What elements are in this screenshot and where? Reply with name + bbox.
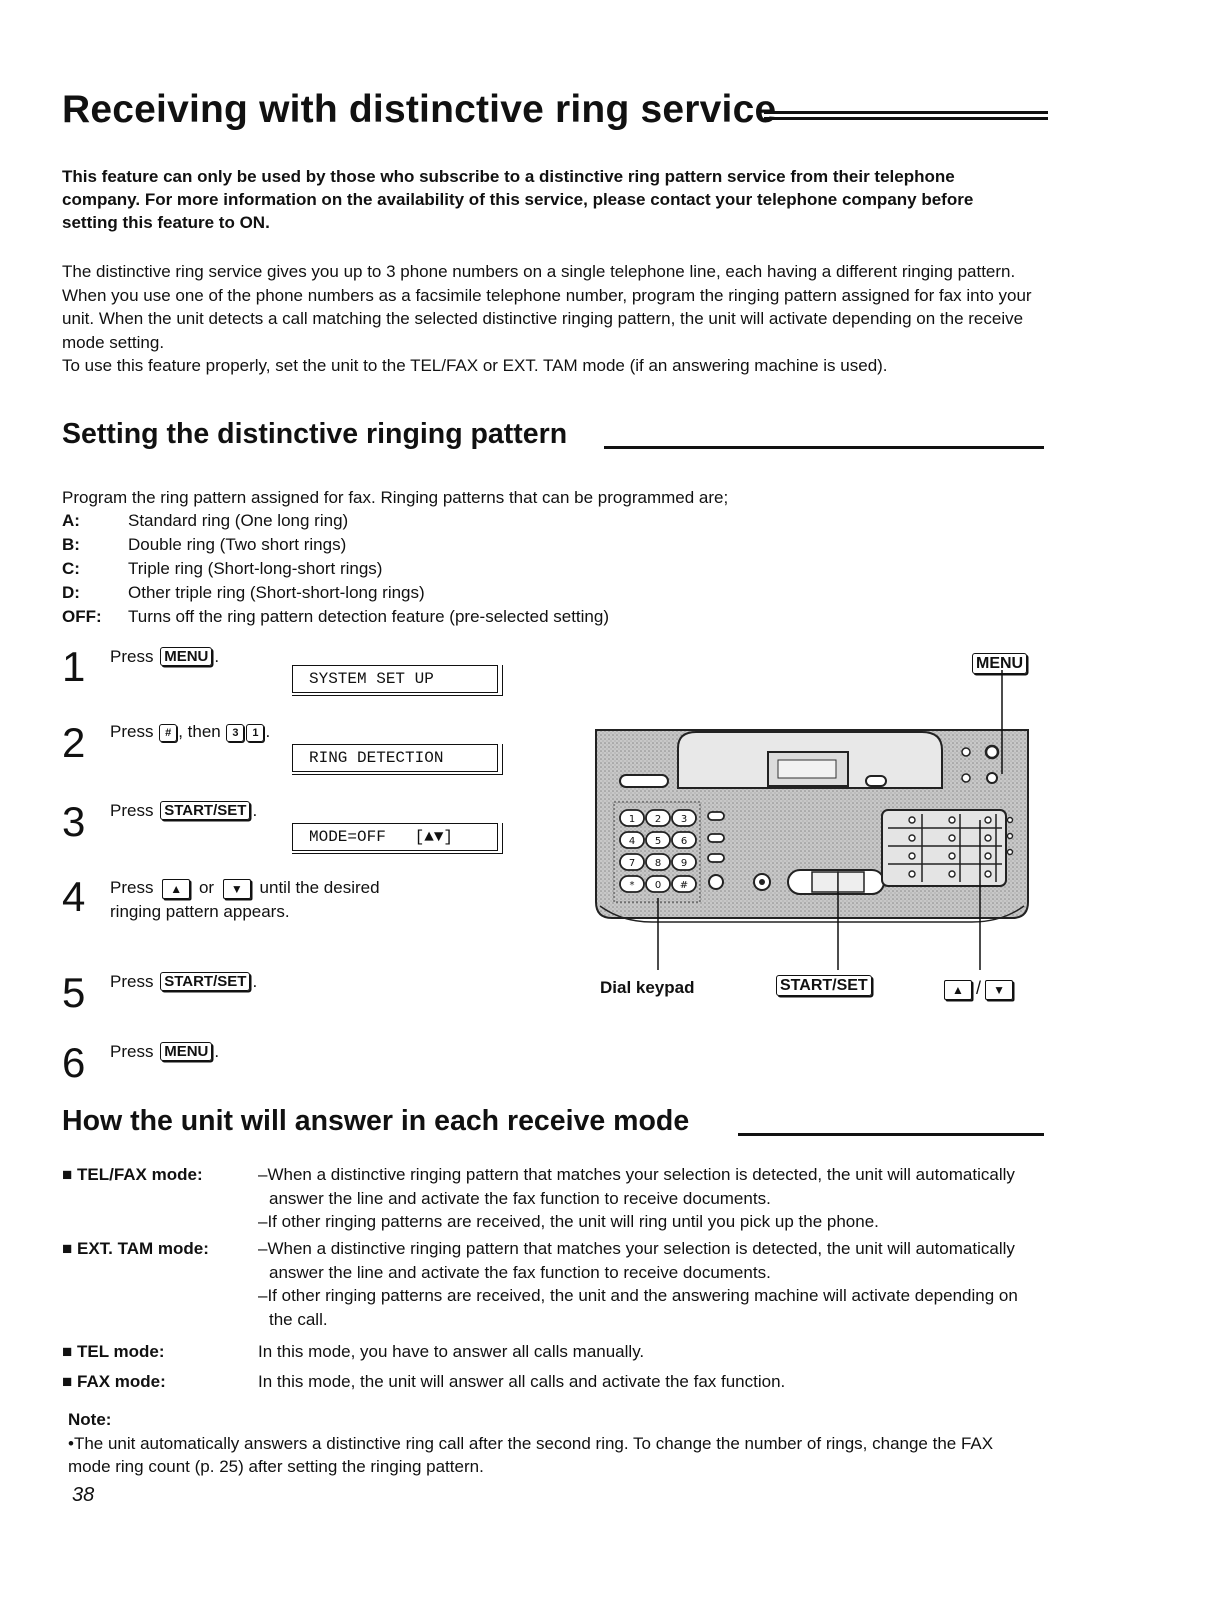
intro-para-1: The distinctive ring service gives you up to 3 phone numbers on a single telephone line, each having a different ringing pattern. <box>62 262 1016 281</box>
step-press: Press <box>110 722 154 741</box>
mode-desc-line: –When a distinctive ringing pattern that matches your selection is detected, the unit will automatically answer the line and activate the fax function to receive documents. <box>258 1165 1015 1208</box>
step-2-number: 2 <box>62 719 86 766</box>
svg-text:#: # <box>679 880 689 891</box>
pattern-key: OFF: <box>62 607 102 626</box>
svg-text:*: * <box>629 880 635 891</box>
intro-body <box>62 260 1052 378</box>
pattern-list <box>62 509 609 629</box>
svg-text:1: 1 <box>628 814 636 825</box>
step-5-number: 5 <box>62 969 86 1016</box>
intro-para-3: To use this feature properly, set the unit to the TEL/FAX or EXT. TAM mode (if an answering machine is used). <box>62 356 888 375</box>
hash-key: # <box>159 724 177 742</box>
note-text: •The unit automatically answers a distinctive ring call after the second ring. To change the number of rings, change the FAX mode ring count (p. 25) after setting the ringing pattern. <box>68 1434 994 1476</box>
step-end: . <box>214 1042 220 1061</box>
mode-desc <box>258 1237 1028 1331</box>
mode-label: ■ FAX mode: <box>62 1372 166 1391</box>
step-end: . <box>252 972 258 991</box>
pattern-key: D: <box>62 583 80 602</box>
mode-ext-tam <box>62 1237 1042 1333</box>
mode-desc-line: In this mode, the unit will answer all calls and activate the fax function. <box>258 1372 786 1391</box>
setting-intro: Program the ring pattern assigned for fax. Ringing patterns that can be programmed are; <box>62 488 729 507</box>
start-set-key: START/SET <box>160 801 250 820</box>
answer-heading: How the unit will answer in each receive mode <box>62 1105 690 1137</box>
svg-text:5: 5 <box>654 836 662 847</box>
display-system-set-up: SYSTEM SET UP <box>292 665 498 693</box>
mode-desc-line: –If other ringing patterns are received, the unit and the answering machine will activate depending on the call. <box>258 1286 1018 1329</box>
menu-key: MENU <box>160 647 212 666</box>
mode-desc <box>258 1340 1028 1364</box>
step-4-line2: ringing pattern appears. <box>110 902 290 921</box>
pattern-item-a <box>62 509 609 533</box>
figure-arrow-keys <box>940 978 1017 1000</box>
step-1-number: 1 <box>62 643 86 690</box>
svg-text:4: 4 <box>628 836 636 847</box>
step-5-text <box>110 970 257 993</box>
title-rule <box>764 111 1048 120</box>
page-number: 38 <box>72 1484 95 1506</box>
svg-text:6: 6 <box>680 836 688 847</box>
digit-3-key: 3 <box>226 724 244 742</box>
pattern-desc: Turns off the ring pattern detection feature (pre-selected setting) <box>128 607 609 626</box>
pattern-key: C: <box>62 559 80 578</box>
svg-text:3: 3 <box>680 814 688 825</box>
step-3-text <box>110 799 257 822</box>
step-press: Press <box>110 1042 154 1061</box>
step-end: . <box>252 801 258 820</box>
step-6-text <box>110 1040 219 1063</box>
figure-dial-label: Dial keypad <box>600 978 695 997</box>
mode-fax <box>62 1370 1042 1394</box>
down-arrow-key: ▼ <box>223 879 251 899</box>
mode-desc-line: In this mode, you have to answer all calls manually. <box>258 1342 645 1361</box>
mode-label: ■ TEL/FAX mode: <box>62 1165 203 1184</box>
step-press: Press <box>110 972 154 991</box>
fax-machine-illustration <box>592 670 1032 990</box>
step-press: Press <box>110 878 154 897</box>
figure-down-arrow-key: ▼ <box>985 980 1013 1000</box>
start-set-key: START/SET <box>160 972 250 991</box>
mode-desc <box>258 1163 1028 1234</box>
step-1-text <box>110 645 219 668</box>
mode-tel <box>62 1340 1042 1364</box>
step-end: . <box>265 722 271 741</box>
mode-desc-line: –When a distinctive ringing pattern that matches your selection is detected, the unit will automatically answer the line and activate the fax function to receive documents. <box>258 1239 1015 1282</box>
step-4-text <box>110 876 380 899</box>
note-heading: Note: <box>68 1410 112 1429</box>
pattern-item-b <box>62 533 609 557</box>
pattern-desc: Standard ring (One long ring) <box>128 511 349 530</box>
svg-text:7: 7 <box>628 858 636 869</box>
intro-para-2: When you use one of the phone numbers as a facsimile telephone number, program the ringing pattern assigned for fax into your unit. When the unit detects a call matching the selected distinctive ringing pattern, the unit will activate depending on the receive mode setting. <box>62 285 1032 352</box>
setting-heading: Setting the distinctive ringing pattern <box>62 418 568 450</box>
figure-up-arrow-key: ▲ <box>944 980 972 1000</box>
figure-start-set-label: START/SET <box>776 975 872 996</box>
mode-label: ■ TEL mode: <box>62 1342 165 1361</box>
step-4-number: 4 <box>62 873 86 920</box>
pattern-item-c <box>62 557 609 581</box>
pattern-item-off <box>62 605 609 629</box>
step-end: . <box>214 647 220 666</box>
svg-text:0: 0 <box>654 880 662 891</box>
step-or: or <box>198 878 215 897</box>
figure-menu-label: MENU <box>972 653 1027 674</box>
svg-text:2: 2 <box>654 814 662 825</box>
display-mode-off: MODE=OFF [▲▼] <box>292 823 498 851</box>
step-4-line1-end: until the desired <box>259 878 380 897</box>
pattern-key: A: <box>62 511 80 530</box>
display-ring-detection: RING DETECTION <box>292 744 498 772</box>
step-6-number: 6 <box>62 1039 86 1086</box>
figure-slash: / <box>976 978 982 998</box>
answer-heading-rule <box>738 1133 1044 1136</box>
step-press: Press <box>110 647 154 666</box>
step-2-text <box>110 720 270 743</box>
mode-desc <box>258 1370 1028 1394</box>
step-mid: , then <box>178 722 221 741</box>
pattern-desc: Other triple ring (Short-short-long rings) <box>128 583 425 602</box>
svg-text:9: 9 <box>680 858 688 869</box>
up-arrow-key: ▲ <box>162 879 190 899</box>
pattern-desc: Double ring (Two short rings) <box>128 535 347 554</box>
intro-notice: This feature can only be used by those who subscribe to a distinctive ring pattern service from their telephone company. For more information on the availability of this service, please contact your telephone company before setting this feature to ON. <box>62 167 974 232</box>
pattern-key: B: <box>62 535 80 554</box>
mode-label: ■ EXT. TAM mode: <box>62 1239 209 1258</box>
pattern-desc: Triple ring (Short-long-short rings) <box>128 559 383 578</box>
page-title: Receiving with distinctive ring service <box>62 88 777 131</box>
mode-desc-line: –If other ringing patterns are received, the unit will ring until you pick up the phone. <box>258 1212 879 1231</box>
step-press: Press <box>110 801 154 820</box>
setting-heading-rule <box>604 446 1044 449</box>
mode-tel-fax <box>62 1163 1042 1235</box>
menu-key: MENU <box>160 1042 212 1061</box>
svg-text:8: 8 <box>654 858 662 869</box>
digit-1-key: 1 <box>246 724 264 742</box>
step-3-number: 3 <box>62 798 86 845</box>
pattern-item-d <box>62 581 609 605</box>
